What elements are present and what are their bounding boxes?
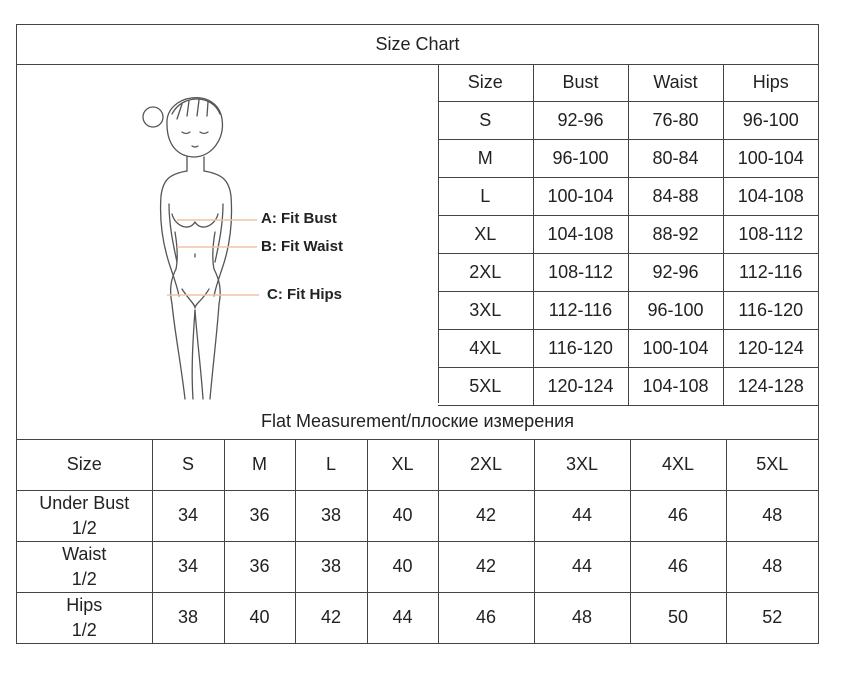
row-label-under-bust — [17, 490, 152, 541]
value-cell: 38 — [295, 490, 367, 541]
bust-cell: 104-108 — [533, 216, 628, 254]
waist-cell: 80-84 — [628, 140, 723, 178]
header-size-4xl: 4XL — [630, 439, 726, 490]
size-cell: 3XL — [438, 292, 533, 330]
header-bust: Bust — [533, 64, 628, 102]
value-cell: 44 — [534, 490, 630, 541]
value-cell: 48 — [534, 592, 630, 643]
waist-cell: 76-80 — [628, 102, 723, 140]
hips-cell: 96-100 — [723, 102, 818, 140]
value-cell: 34 — [152, 541, 224, 592]
table-row — [438, 102, 818, 140]
table-row — [438, 368, 818, 406]
row-label-line1: Waist — [62, 543, 107, 564]
value-cell: 48 — [726, 490, 818, 541]
body-size-table — [438, 64, 818, 406]
waist-cell: 96-100 — [628, 292, 723, 330]
table-row — [438, 178, 818, 216]
value-cell: 38 — [152, 592, 224, 643]
value-cell: 34 — [152, 490, 224, 541]
header-hips: Hips — [723, 64, 818, 102]
hips-cell: 100-104 — [723, 140, 818, 178]
hips-cell: 124-128 — [723, 368, 818, 406]
table-row — [17, 490, 818, 541]
fit-hips-label: C: Fit Hips — [267, 286, 342, 303]
bust-cell: 108-112 — [533, 254, 628, 292]
bust-cell: 112-116 — [533, 292, 628, 330]
hips-cell: 120-124 — [723, 330, 818, 368]
table-row — [438, 292, 818, 330]
value-cell: 44 — [534, 541, 630, 592]
row-label-line2: 1/2 — [71, 568, 97, 589]
row-label-line1: Under Bust — [39, 492, 130, 513]
waist-cell: 92-96 — [628, 254, 723, 292]
header-waist: Waist — [628, 64, 723, 102]
value-cell: 44 — [367, 592, 438, 643]
value-cell: 42 — [438, 541, 534, 592]
table-row — [438, 330, 818, 368]
header-size: Size — [17, 439, 152, 490]
hips-cell: 104-108 — [723, 178, 818, 216]
header-size-m: M — [224, 439, 295, 490]
value-cell: 36 — [224, 541, 295, 592]
bust-cell: 92-96 — [533, 102, 628, 140]
waist-cell: 100-104 — [628, 330, 723, 368]
size-table-header — [438, 64, 818, 102]
waist-cell: 104-108 — [628, 368, 723, 406]
table-row — [438, 140, 818, 178]
flat-measurement-table — [17, 439, 818, 643]
size-cell: L — [438, 178, 533, 216]
value-cell: 46 — [438, 592, 534, 643]
size-cell: 4XL — [438, 330, 533, 368]
bust-cell: 100-104 — [533, 178, 628, 216]
value-cell: 48 — [726, 541, 818, 592]
row-label-hips — [17, 592, 152, 643]
size-cell: 5XL — [438, 368, 533, 406]
header-size-2xl: 2XL — [438, 439, 534, 490]
header-size-xl: XL — [367, 439, 438, 490]
header-size-s: S — [152, 439, 224, 490]
value-cell: 38 — [295, 541, 367, 592]
size-cell: 2XL — [438, 254, 533, 292]
size-cell: XL — [438, 216, 533, 254]
waist-cell: 84-88 — [628, 178, 723, 216]
value-cell: 46 — [630, 490, 726, 541]
size-chart-frame — [16, 24, 819, 644]
value-cell: 40 — [367, 541, 438, 592]
header-size-3xl: 3XL — [534, 439, 630, 490]
table-row — [17, 592, 818, 643]
value-cell: 40 — [367, 490, 438, 541]
row-label-line2: 1/2 — [71, 619, 97, 640]
header-size-5xl: 5XL — [726, 439, 818, 490]
body-outline-illustration — [17, 64, 438, 403]
value-cell: 52 — [726, 592, 818, 643]
body-figure-cell — [17, 64, 439, 403]
bust-cell: 116-120 — [533, 330, 628, 368]
value-cell: 42 — [438, 490, 534, 541]
fit-bust-label: A: Fit Bust — [261, 210, 337, 227]
table-row — [438, 216, 818, 254]
fit-waist-label: B: Fit Waist — [261, 238, 343, 255]
bust-cell: 120-124 — [533, 368, 628, 406]
header-size: Size — [438, 64, 533, 102]
row-label-waist — [17, 541, 152, 592]
value-cell: 42 — [295, 592, 367, 643]
chart-title: Size Chart — [17, 25, 818, 65]
table-row — [438, 254, 818, 292]
size-cell: S — [438, 102, 533, 140]
flat-measurement-title: Flat Measurement/плоские измерения — [17, 403, 818, 440]
value-cell: 46 — [630, 541, 726, 592]
row-label-line2: 1/2 — [71, 517, 97, 538]
hips-cell: 108-112 — [723, 216, 818, 254]
value-cell: 40 — [224, 592, 295, 643]
hips-cell: 116-120 — [723, 292, 818, 330]
flat-table-header — [17, 439, 818, 490]
waist-cell: 88-92 — [628, 216, 723, 254]
hips-cell: 112-116 — [723, 254, 818, 292]
size-cell: M — [438, 140, 533, 178]
table-row — [17, 541, 818, 592]
bust-cell: 96-100 — [533, 140, 628, 178]
value-cell: 36 — [224, 490, 295, 541]
value-cell: 50 — [630, 592, 726, 643]
header-size-l: L — [295, 439, 367, 490]
row-label-line1: Hips — [66, 594, 103, 615]
